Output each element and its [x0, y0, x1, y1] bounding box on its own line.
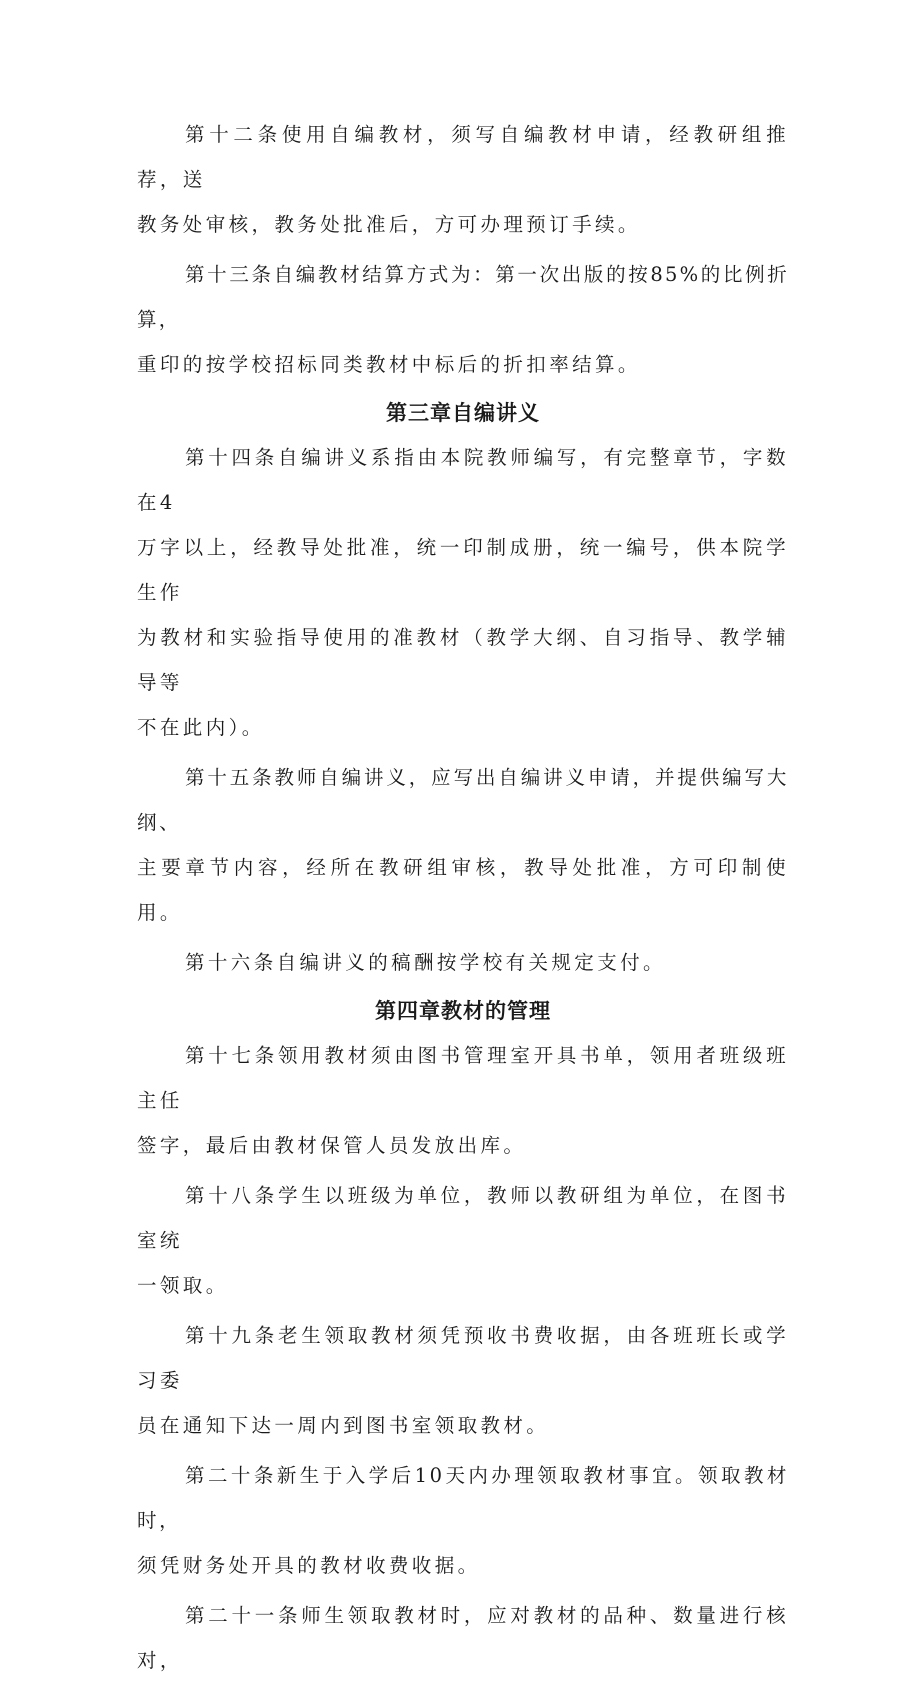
article-17-line-1: 第十七条领用教材须由图书管理室开具书单，领用者班级班主任 [137, 1044, 789, 1112]
article-19 [137, 1313, 789, 1448]
article-20-line-1: 第二十条新生于入学后10天内办理领取教材事宜。领取教材时， [137, 1464, 789, 1532]
article-21-line-1: 第二十一条师生领取教材时，应对教材的品种、数量进行核对， [137, 1604, 789, 1672]
article-14-line-3: 为教材和实验指导使用的准教材（教学大纲、自习指导、教学辅导等 [137, 626, 789, 694]
article-13 [137, 252, 789, 387]
article-21 [137, 1593, 789, 1683]
article-15-line-1: 第十五条教师自编讲义，应写出自编讲义申请，并提供编写大纲、 [137, 766, 789, 834]
article-17-line-2: 签字，最后由教材保管人员发放出库。 [137, 1134, 527, 1157]
article-14-line-4: 不在此内）。 [137, 716, 265, 739]
article-16 [137, 940, 789, 985]
article-18 [137, 1173, 789, 1308]
article-18-line-2: 一领取。 [137, 1274, 229, 1297]
article-15 [137, 755, 789, 935]
article-12-line-1: 第十二条使用自编教材，须写自编教材申请，经教研组推荐，送 [137, 123, 789, 191]
article-14-line-2: 万字以上，经教导处批准，统一印制成册，统一编号，供本院学生作 [137, 536, 789, 604]
article-12-line-2: 教务处审核，教务处批准后，方可办理预订手续。 [137, 213, 641, 236]
chapter-3-heading: 第三章自编讲义 [386, 401, 540, 425]
article-20 [137, 1453, 789, 1588]
article-20-line-2: 须凭财务处开具的教材收费收据。 [137, 1554, 481, 1577]
article-14 [137, 435, 789, 750]
article-17 [137, 1033, 789, 1168]
article-15-line-2: 主要章节内容，经所在教研组审核，教导处批准，方可印制使用。 [137, 856, 789, 924]
article-13-line-2: 重印的按学校招标同类教材中标后的折扣率结算。 [137, 353, 641, 376]
article-12 [137, 112, 789, 247]
document-page [137, 112, 789, 1683]
article-19-line-1: 第十九条老生领取教材须凭预收书费收据，由各班班长或学习委 [137, 1324, 789, 1392]
article-19-line-2: 员在通知下达一周内到图书室领取教材。 [137, 1414, 550, 1437]
chapter-4-heading: 第四章教材的管理 [375, 999, 551, 1023]
article-14-line-1: 第十四条自编讲义系指由本院教师编写，有完整章节，字数在4 [137, 446, 789, 514]
article-18-line-1: 第十八条学生以班级为单位，教师以教研组为单位，在图书室统 [137, 1184, 789, 1252]
article-16-line-1: 第十六条自编讲义的稿酬按学校有关规定支付。 [185, 951, 666, 974]
article-13-line-1: 第十三条自编教材结算方式为：第一次出版的按85%的比例折算， [137, 263, 789, 331]
